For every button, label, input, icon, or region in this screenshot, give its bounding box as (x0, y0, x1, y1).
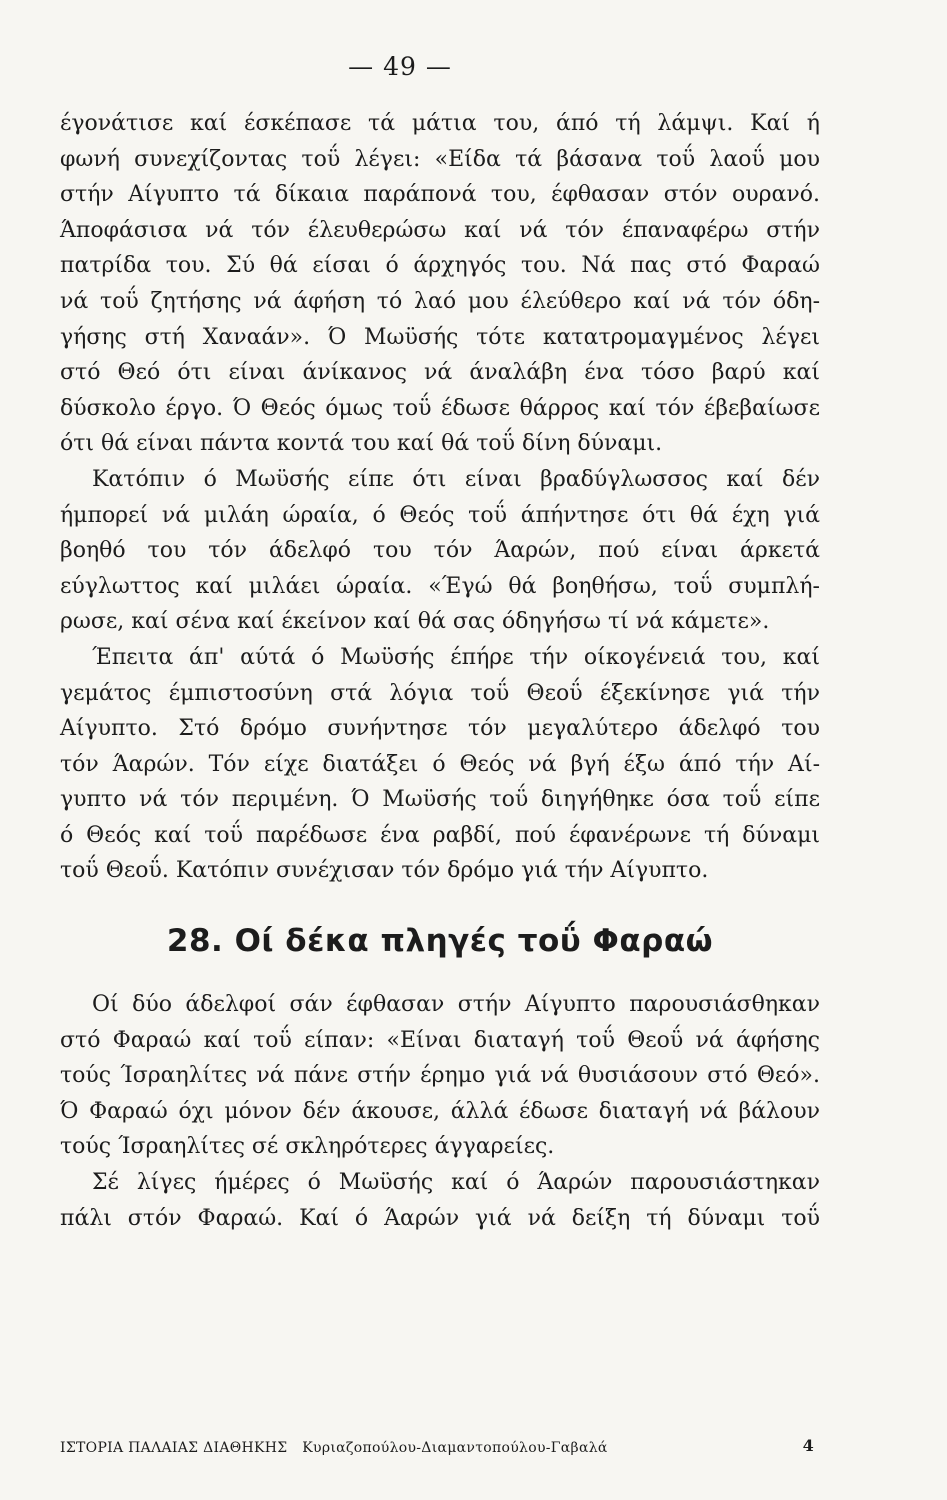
text-line: νά τοΰ ζητήσης νά άφήση τό λαό μου έλεύθερο καί νά τόν όδη- (60, 288, 820, 314)
text-line: ρωσε, καί σένα καί έκείνον καί θά σας όδηγήσω τί νά κάμετε». (60, 609, 770, 635)
text-line: στήν Αίγυπτο τά δίκαια παράπονά του, έφθασαν στόν ουρανό. (60, 182, 820, 208)
text-line: Οί δύο άδελφοί σάν έφθασαν στήν Αίγυπτο παρουσιάσθηκαν (92, 992, 820, 1018)
text-line: πατρίδα του. Σύ θά είσαι ό άρχηγός του. Νά πας στό Φαραώ (60, 253, 820, 279)
footer-book-title: ΙΣΤΟΡΙΑ ΠΑΛΑΙΑΣ ΔΙΑΘΗΚΗΣ (60, 1440, 288, 1456)
text-line: Αίγυπτο. Στό δρόμο συνήντησε τόν μεγαλύτερο άδελφό του (60, 716, 820, 742)
page-footer (60, 1436, 814, 1456)
text-line: γυπτο νά τόν περιμένη. Ό Μωϋσής τοΰ διηγήθηκε όσα τοΰ είπε (60, 787, 820, 813)
text-line: Έπειτα άπ' αύτά ό Μωϋσής έπήρε τήν οίκογένειά του, καί (92, 644, 820, 670)
text-line: ότι θά είναι πάντα κοντά του καί θά τοΰ δίνη δύναμι. (60, 431, 663, 457)
text-line: εύγλωττος καί μιλάει ώραία. «Έγώ θά βοηθήσω, τοΰ συμπλή- (60, 573, 820, 599)
text-line: γεμάτος έμπιστοσύνη στά λόγια τοΰ Θεοΰ έξεκίνησε γιά τήν (60, 680, 820, 706)
chapter-title: 28. Οί δέκα πληγές τοΰ Φαραώ (166, 923, 714, 960)
body-text (60, 106, 820, 1236)
text-line: τούς Ίσραηλίτες σέ σκληρότερες άγγαρείες. (60, 1134, 555, 1160)
text-line: Κατόπιν ό Μωϋσής είπε ότι είναι βραδύγλωσσος καί δέν (92, 466, 820, 492)
text-line: τόν Άαρών. Τόν είχε διατάξει ό Θεός νά βγή έξω άπό τήν Αί- (60, 751, 820, 777)
footer-authors: Κυριαζοπούλου-Διαμαντοπούλου-Γαβαλά (302, 1440, 608, 1456)
text-line: στό Φαραώ καί τοΰ είπαν: «Είναι διαταγή τοΰ Θεοΰ νά άφήσης (60, 1027, 820, 1053)
text-line: γήσης στή Χαναάν». Ό Μωϋσής τότε κατατρομαγμένος λέγει (60, 324, 820, 350)
text-line: στό Θεό ότι είναι άνίκανος νά άναλάβη ένα τόσο βαρύ καί (60, 360, 820, 386)
text-line: πάλι στόν Φαραώ. Καί ό Άαρών γιά νά δείξη τή δύναμι τοΰ (60, 1205, 820, 1231)
text-line: δύσκολο έργο. Ό Θεός όμως τοΰ έδωσε θάρρος καί τόν έβεβαίωσε (60, 395, 820, 421)
text-line: έγονάτισε καί έσκέπασε τά μάτια του, άπό τή λάμψι. Καί ή (60, 111, 820, 136)
text-line: τούς Ίσραηλίτες νά πάνε στήν έρημο γιά νά θυσιάσουν στό Θεό». (60, 1063, 820, 1089)
text-line: Άποφάσισα νά τόν έλευθερώσω καί νά τόν έπαναφέρω στήν (60, 217, 820, 243)
page-number: — 49 — (348, 52, 452, 81)
text-line: ήμπορεί νά μιλάη ώραία, ό Θεός τοΰ άπήντησε ότι θά έχη γιά (60, 502, 820, 528)
text-line: ό Θεός καί τοΰ παρέδωσε ένα ραβδί, πού έφανέρωνε τή δύναμι (60, 822, 820, 848)
text-line: φωνή συνεχίζοντας τοΰ λέγει: «Είδα τά βάσανα τοΰ λαοΰ μου (60, 146, 820, 172)
text-line: τοΰ Θεοΰ. Κατόπιν συνέχισαν τόν δρόμο γιά τήν Αίγυπτο. (60, 858, 709, 884)
text-line: βοηθό του τόν άδελφό του τόν Άαρών, πού είναι άρκετά (60, 538, 820, 564)
text-line: Ό Φαραώ όχι μόνον δέν άκουσε, άλλά έδωσε διαταγή νά βάλουν (60, 1098, 820, 1124)
signature-mark: 4 (802, 1436, 814, 1455)
text-line: Σέ λίγες ήμέρες ό Μωϋσής καί ό Άαρών παρουσιάστηκαν (92, 1170, 820, 1196)
